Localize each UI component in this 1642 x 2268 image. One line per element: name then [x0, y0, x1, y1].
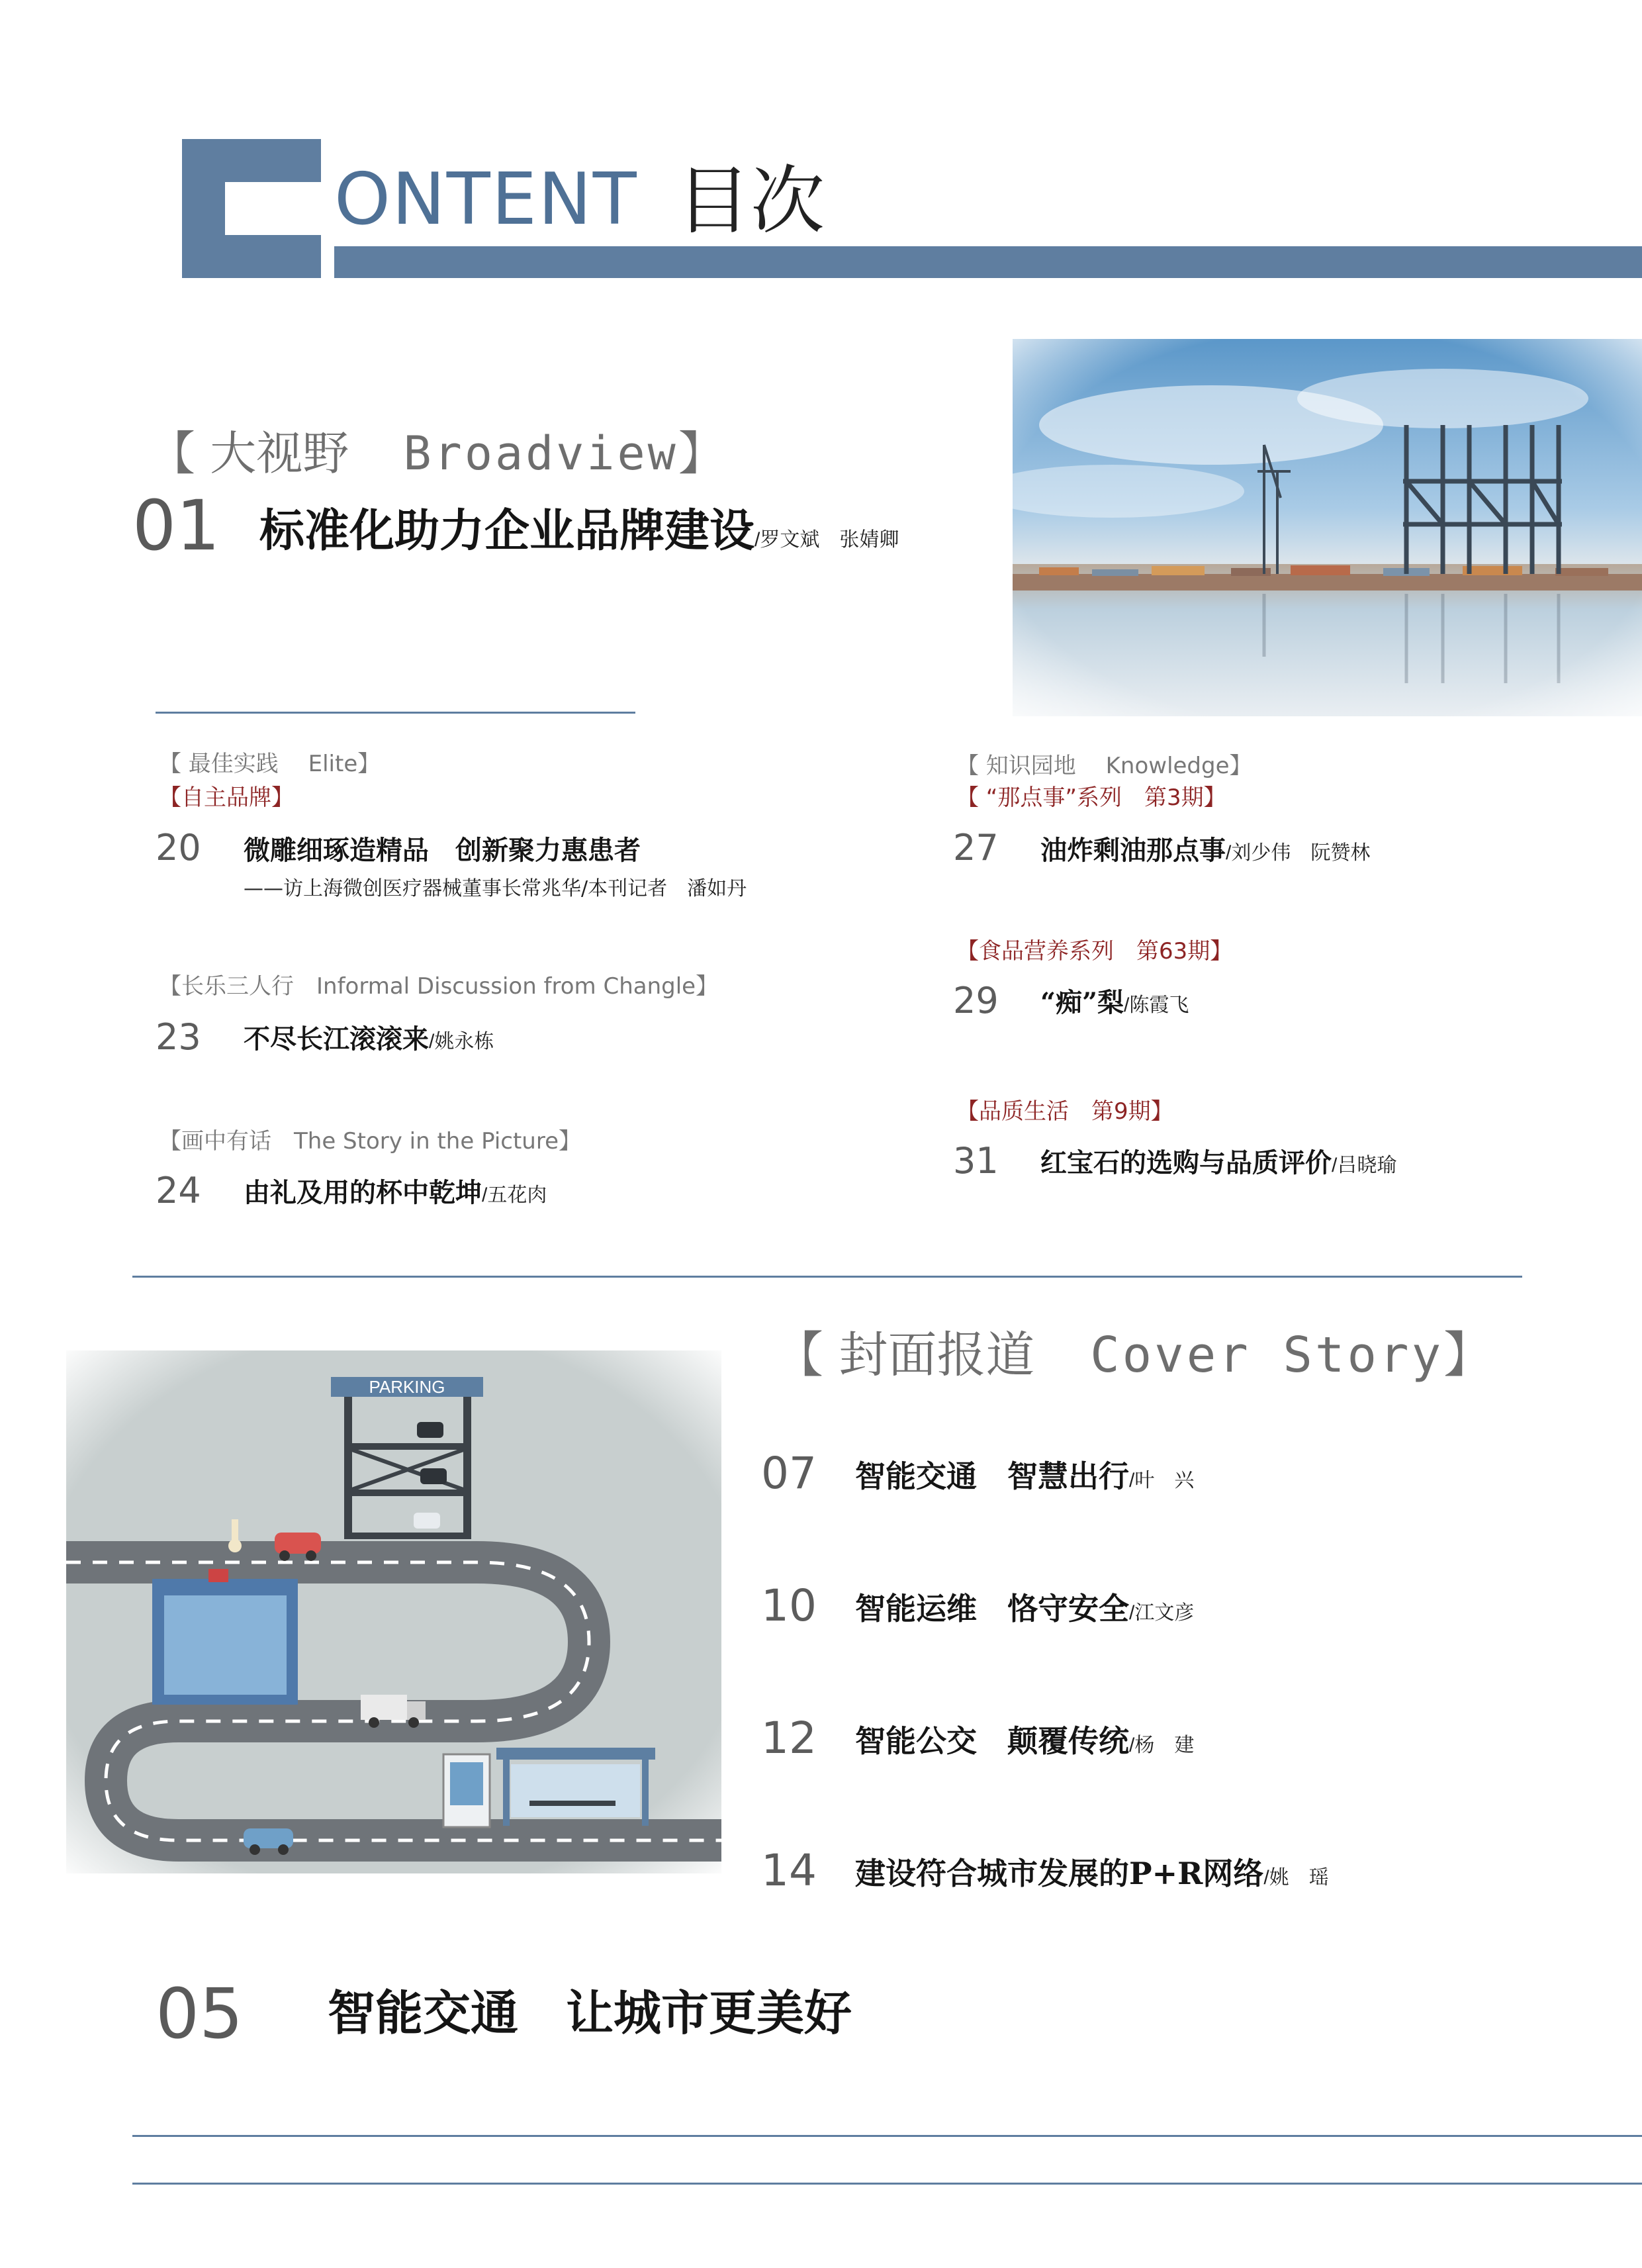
page-number-05: 05	[156, 1973, 244, 2054]
section-cover-story	[774, 1327, 1496, 1384]
article-31-author: /吕晓瑜	[1332, 1155, 1397, 1176]
cover-article-14-author: /姚 瑶	[1263, 1867, 1329, 1889]
section-broadview-en: Broadview】	[403, 426, 727, 481]
article-27-title: 油炸剩油那点事	[1040, 835, 1226, 866]
footer-line-top	[132, 2135, 1642, 2137]
page-number-20: 20	[156, 827, 201, 869]
article-24-title: 由礼及用的杯中乾坤	[244, 1177, 482, 1208]
section-story-in-picture: 【画中有话 The Story in the Picture】	[159, 1128, 581, 1155]
article-20-subtitle: ——访上海微创医疗器械董事长常兆华/本刊记者 潘如丹	[244, 877, 747, 900]
section-divider	[132, 1276, 1522, 1278]
article-23[interactable]	[244, 1023, 494, 1055]
cover-article-07-title: 智能交通 智慧出行	[855, 1458, 1129, 1494]
section-broadview	[149, 426, 727, 481]
series-own-brand: 【自主品牌】	[159, 784, 294, 811]
section-elite: 【 最佳实践 Elite】	[159, 751, 381, 777]
article-27[interactable]	[1040, 837, 1370, 864]
cover-article-10-title: 智能运维 恪守安全	[855, 1591, 1129, 1627]
feature-article-title[interactable]: 智能交通 让城市更美好	[328, 1985, 852, 2041]
article-23-title: 不尽长江滚滚来	[244, 1023, 429, 1055]
parking-sign-text: PARKING	[369, 1377, 445, 1397]
page-number-27: 27	[953, 827, 999, 869]
article-29[interactable]	[1040, 987, 1189, 1018]
cover-article-07-author: /叶 兴	[1129, 1470, 1195, 1491]
section-broadview-zh: 【 大视野	[149, 426, 349, 481]
article-27-author: /刘少伟 阮赞林	[1226, 842, 1371, 864]
article-20-title[interactable]: 微雕细琢造精品 创新聚力惠患者	[244, 835, 641, 866]
broadview-author: /罗文斌 张婧卿	[754, 529, 899, 551]
section-cover-story-en: Cover Story】	[1090, 1327, 1496, 1384]
cover-article-10[interactable]	[855, 1591, 1195, 1627]
series-nadianshi: 【 “那点事”系列 第3期】	[956, 784, 1226, 811]
page-number-12: 12	[761, 1713, 817, 1764]
header-title-zh: 目次	[676, 158, 825, 244]
broadview-divider	[156, 712, 635, 714]
cover-article-12-title: 智能公交 颠覆传统	[855, 1723, 1129, 1759]
broadview-title: 标准化助力企业品牌建设	[259, 504, 755, 557]
page-number-24: 24	[156, 1170, 201, 1211]
article-29-title: “痴”梨	[1040, 987, 1124, 1018]
port-cranes-photo	[1013, 339, 1642, 716]
cover-article-12[interactable]	[855, 1723, 1195, 1759]
header-title-latin: ONTENT	[334, 158, 638, 241]
article-24[interactable]	[244, 1177, 547, 1208]
series-food-nutrition: 【食品营养系列 第63期】	[956, 938, 1233, 965]
cover-article-10-author: /江文彦	[1129, 1602, 1195, 1624]
cover-article-07[interactable]	[855, 1458, 1195, 1494]
article-31-title: 红宝石的选购与品质评价	[1040, 1147, 1332, 1178]
series-quality-life: 【品质生活 第9期】	[956, 1098, 1173, 1125]
page-number-07: 07	[761, 1448, 817, 1499]
section-cover-story-zh: 【 封面报道	[774, 1327, 1035, 1384]
footer-line-bottom	[132, 2183, 1642, 2185]
content-logo-c-cutout	[225, 182, 321, 235]
page-number-29: 29	[953, 980, 999, 1021]
page-number-23: 23	[156, 1016, 201, 1058]
section-informal-discussion: 【长乐三人行 Informal Discussion from Changle】	[159, 973, 719, 1000]
section-knowledge: 【 知识园地 Knowledge】	[956, 753, 1252, 779]
cover-article-14[interactable]	[855, 1858, 1329, 1889]
header-bar	[334, 246, 1642, 278]
broadview-article[interactable]	[259, 504, 899, 557]
smart-traffic-illustration	[66, 1350, 721, 1873]
page-number-31: 31	[953, 1140, 999, 1182]
article-31[interactable]	[1040, 1147, 1397, 1178]
article-23-author: /姚永栋	[429, 1031, 494, 1053]
broadview-page-number: 01	[132, 485, 220, 566]
page-number-14: 14	[761, 1845, 817, 1896]
article-24-author: /五花肉	[482, 1184, 547, 1206]
article-29-author: /陈霞飞	[1124, 994, 1189, 1016]
cover-article-14-title: 建设符合城市发展的P+R网络	[855, 1856, 1264, 1891]
page-number-10: 10	[761, 1580, 817, 1631]
cover-article-12-author: /杨 建	[1129, 1734, 1195, 1756]
